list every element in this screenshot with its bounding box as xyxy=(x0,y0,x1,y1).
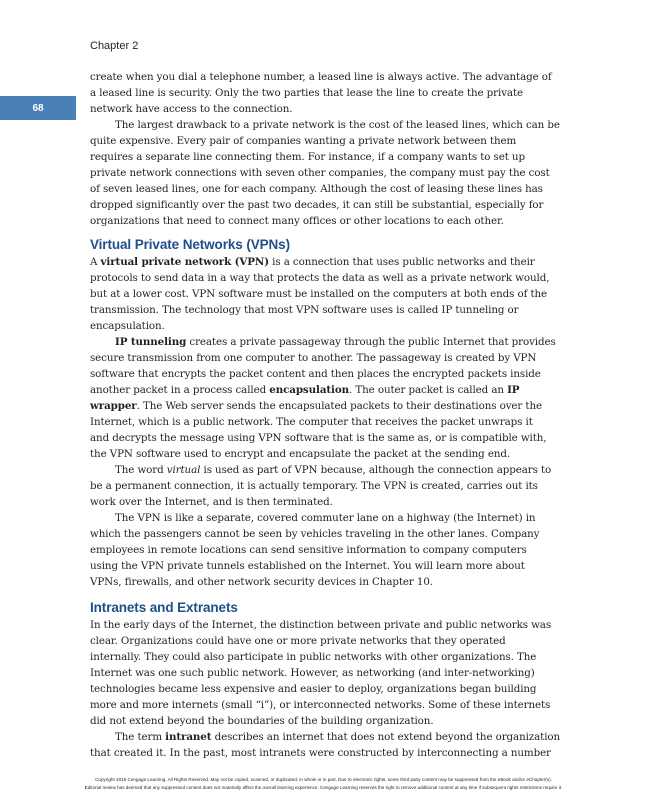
text-line: protocols to send data in a way that protects the data as well as a private network would, xyxy=(90,272,550,284)
text-run: . The Web server sends the encapsulated packets to their destinations over the xyxy=(136,400,542,412)
paragraph xyxy=(90,510,568,590)
paragraph xyxy=(90,69,568,117)
text-run: is used as part of VPN because, although the connection appears to xyxy=(200,464,552,476)
text-line: The VPN is like a separate, covered commuter lane on a highway (the Internet) in xyxy=(115,512,536,524)
paragraph xyxy=(90,334,568,462)
text-line: transmission. The technology that most VPN software uses is called IP tunneling or xyxy=(90,304,519,316)
paragraph xyxy=(90,729,568,761)
chapter-label: Chapter 2 xyxy=(90,40,139,52)
text-line: quite expensive. Every pair of companies wanting a private network between them xyxy=(90,135,517,147)
text-line xyxy=(90,254,568,270)
text-line: but at a lower cost. VPN software must be installed on the computers at both ends of the xyxy=(90,288,548,300)
key-term: intranet xyxy=(165,731,212,743)
key-term: virtual private network (VPN) xyxy=(100,256,269,268)
text-line: the VPN software used to encrypt and encapsulate the packet at the sending end. xyxy=(90,448,511,460)
emphasis: virtual xyxy=(166,464,201,476)
text-run: The word xyxy=(115,464,167,476)
text-line: did not extend beyond the boundaries of the building organization. xyxy=(90,715,434,727)
paragraph xyxy=(90,117,568,229)
section-heading-intranets: Intranets and Extranets xyxy=(90,600,238,615)
text-line: that created it. In the past, most intranets were constructed by interconnecting a number xyxy=(90,747,551,759)
key-term: IP xyxy=(507,384,520,396)
text-run: . The outer packet is called an xyxy=(349,384,508,396)
text-line: software that encrypts the packet content and then places the encrypted packets inside xyxy=(90,368,541,380)
text-line: of seven leased lines, one for each company. Although the cost of leasing these lines has xyxy=(90,183,543,195)
paragraph xyxy=(90,462,568,510)
key-term: IP tunneling xyxy=(115,336,187,348)
text-run: is a connection that uses public networks and their xyxy=(269,256,535,268)
text-line: secure transmission from one computer to another. The passageway is created by VPN xyxy=(90,352,537,364)
text-line: create when you dial a telephone number, a leased line is always active. The advantage of xyxy=(90,71,552,83)
text-line: technologies became less expensive and easier to deploy, organizations began building xyxy=(90,683,537,695)
text-line: be a permanent connection, it is actually temporary. The VPN is created, carries out its xyxy=(90,480,538,492)
text-run: A xyxy=(90,256,101,268)
text-line: dropped significantly over the past two decades, it can still be substantial, especially for xyxy=(90,199,544,211)
text-line: work over the Internet, and is then terminated. xyxy=(90,496,333,508)
page-body xyxy=(90,69,568,761)
text-line: clear. Organizations could have one or more private networks that they operated xyxy=(90,635,506,647)
copyright-line: Copyright 2015 Cengage Learning. All Rights Reserved. May not be copied, scanned, or duplicated, in whole or in part. Due to electronic rights, some third party content may be suppressed from the eBook and/or eChapter(s). xyxy=(95,777,552,782)
text-run: The term xyxy=(115,731,166,743)
text-line: more and more internets (small “i”), or interconnected networks. Some of these internets xyxy=(90,699,551,711)
text-line xyxy=(90,729,568,745)
text-line xyxy=(90,334,568,350)
text-line: Internet was one such public network. However, as networking (and inter-networking) xyxy=(90,667,535,679)
paragraph xyxy=(90,254,568,334)
text-line: using the VPN private tunnels established on the Internet. You will learn more about xyxy=(90,560,525,572)
page-number-tab: 68 xyxy=(0,96,76,120)
text-line: a leased line is security. Only the two parties that lease the line to create the private xyxy=(90,87,523,99)
text-line: Internet, which is a public network. The computer that receives the packet unwraps it xyxy=(90,416,533,428)
text-line: organizations that need to connect many offices or other locations to each other. xyxy=(90,215,504,227)
text-run: describes an internet that does not extend beyond the organization xyxy=(211,731,561,743)
text-line: encapsulation. xyxy=(90,320,165,332)
text-line: requires a separate line connecting them. For instance, if a company wants to set up xyxy=(90,151,525,163)
text-run: another packet in a process called xyxy=(90,384,270,396)
text-line: The largest drawback to a private network is the cost of the leased lines, which can be xyxy=(115,119,560,131)
text-line: In the early days of the Internet, the distinction between private and public networks was xyxy=(90,619,552,631)
copyright-footer xyxy=(0,776,647,792)
text-line xyxy=(90,462,568,478)
text-line: which the passengers cannot be seen by vehicles traveling in the other lanes. Company xyxy=(90,528,540,540)
text-line: network have access to the connection. xyxy=(90,103,293,115)
copyright-line: Editorial review has deemed that any suppressed content does not materially affect the overall learning experience. Cengage Learning reserves the right to remove additional content at any time if subsequent rights restrictions require it. xyxy=(84,785,563,790)
key-term: wrapper xyxy=(90,400,137,412)
text-line xyxy=(90,398,568,414)
section-heading-vpn: Virtual Private Networks (VPNs) xyxy=(90,237,290,252)
text-line: and decrypts the message using VPN software that is the same as, or is compatible with, xyxy=(90,432,547,444)
text-run: creates a private passageway through the public Internet that provides xyxy=(186,336,556,348)
text-line xyxy=(90,382,568,398)
text-line: employees in remote locations can send sensitive information to company computers xyxy=(90,544,527,556)
text-line: private network connections with seven other companies, the company must pay the cost xyxy=(90,167,550,179)
text-line: internally. They could also participate in public networks with other organizations. The xyxy=(90,651,537,663)
text-line: VPNs, firewalls, and other network security devices in Chapter 10. xyxy=(90,576,433,588)
key-term: encapsulation xyxy=(269,384,350,396)
paragraph xyxy=(90,617,568,729)
